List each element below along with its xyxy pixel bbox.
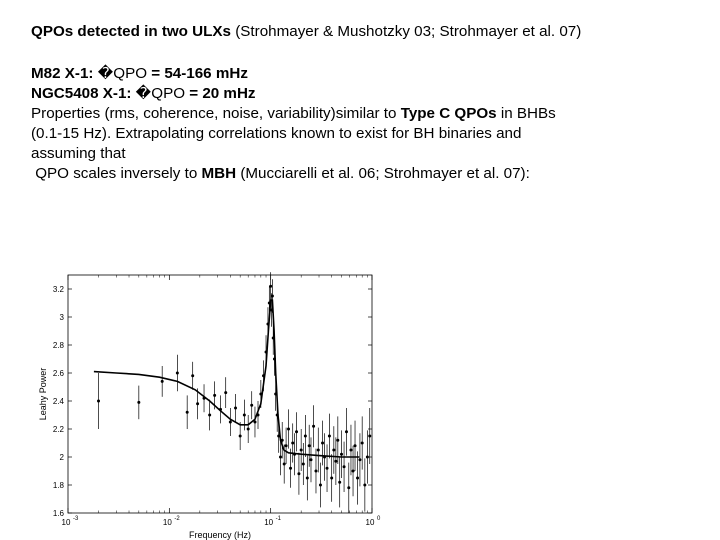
data-point: [366, 456, 369, 459]
x-tick-label: 10: [61, 518, 71, 527]
data-point: [208, 414, 211, 417]
y-tick-label: 3: [59, 313, 64, 322]
data-point: [330, 477, 333, 480]
x-tick-label: 10: [162, 518, 172, 527]
data-point: [361, 442, 364, 445]
power-spectrum-chart: [36, 255, 406, 540]
data-point: [243, 414, 246, 417]
data-point: [224, 391, 227, 394]
x-tick-exponent: -1: [275, 516, 282, 522]
heading-bold: QPOs detected in two ULXs: [31, 23, 232, 40]
y-tick-label: 1.8: [52, 481, 64, 490]
ngc-label: NGC5408 X-1:: [31, 85, 136, 102]
nu-glyph: �: [135, 85, 152, 102]
data-point: [326, 467, 329, 470]
data-point: [279, 456, 282, 459]
data-point: [295, 430, 298, 433]
data-point: [340, 453, 343, 456]
data-points: [97, 285, 371, 490]
data-point: [191, 374, 194, 377]
data-point: [306, 477, 309, 480]
model-curve-group: [94, 300, 359, 457]
data-point: [309, 458, 312, 461]
data-point: [137, 401, 140, 404]
qpo-label: QPO: [151, 85, 186, 102]
assuming-line: assuming that: [31, 145, 126, 162]
data-point: [196, 402, 199, 405]
type-c-qpos: Type C QPOs: [400, 105, 497, 122]
freq-range-line: (0.1-15 Hz). Extrapolating correlations known to exist for BH binaries and: [31, 125, 522, 142]
data-point: [269, 285, 272, 288]
data-point: [287, 428, 290, 431]
m82-label: M82 X-1:: [31, 65, 98, 82]
qpo-label: QPO: [113, 65, 148, 82]
data-point: [247, 428, 250, 431]
data-point: [356, 477, 359, 480]
y-tick-label: 2.6: [52, 369, 64, 378]
data-point: [312, 425, 315, 428]
data-point: [97, 400, 100, 403]
y-tick-label: 2.4: [52, 397, 64, 406]
error-bars: [99, 272, 370, 513]
x-tick-exponent: 0: [377, 516, 381, 522]
heading-citation: (Strohmayer & Mushotzky 03; Strohmayer et al. 07): [231, 23, 582, 40]
x-tick-exponent: -3: [73, 516, 79, 522]
data-point: [328, 435, 331, 438]
properties-tail: in BHBs: [496, 105, 556, 122]
data-point: [354, 444, 357, 447]
data-point: [186, 411, 189, 414]
data-point: [338, 481, 341, 484]
data-point: [250, 404, 253, 407]
data-point: [283, 463, 286, 466]
ngc-value: = 20 mHz: [185, 85, 256, 102]
data-point: [332, 449, 335, 452]
model-curve: [94, 300, 359, 457]
scaling-text: QPO scales inversely to: [31, 165, 202, 182]
scaling-citation: (Mucciarelli et al. 06; Strohmayer et al. 07):: [236, 165, 530, 182]
data-point: [321, 442, 324, 445]
data-point: [176, 372, 179, 375]
x-tick-exponent: -2: [174, 516, 180, 522]
data-point: [308, 444, 311, 447]
y-tick-label: 2.8: [52, 341, 64, 350]
data-point: [363, 484, 366, 487]
y-tick-label: 1.6: [52, 509, 64, 518]
data-point: [317, 449, 320, 452]
data-point: [229, 421, 232, 424]
data-point: [289, 467, 292, 470]
data-point: [285, 444, 288, 447]
m82-value: = 54-166 mHz: [147, 65, 248, 82]
y-tick-label: 2: [59, 453, 64, 462]
data-point: [161, 380, 164, 383]
scaling-line: [31, 164, 711, 184]
data-point: [314, 470, 317, 473]
data-point: [345, 430, 348, 433]
data-point: [239, 435, 242, 438]
data-point: [271, 295, 274, 298]
plot-frame: [68, 275, 372, 513]
data-point: [334, 460, 337, 463]
data-point: [336, 439, 339, 442]
data-point: [234, 407, 237, 410]
y-axis-label: Leahy Power: [38, 367, 48, 421]
data-point: [297, 472, 300, 475]
data-point: [358, 458, 361, 461]
m82-line: [31, 64, 711, 84]
data-point: [291, 442, 294, 445]
data-point: [300, 449, 303, 452]
x-axis-label: Frequency (Hz): [188, 530, 252, 540]
mbh-term: MBH: [201, 165, 237, 182]
data-point: [368, 435, 371, 438]
data-point: [304, 435, 307, 438]
x-tick-label: 10: [264, 518, 274, 527]
slide-text: [31, 22, 711, 184]
data-point: [349, 449, 352, 452]
y-tick-label: 2.2: [52, 425, 64, 434]
properties-line: [31, 104, 711, 124]
data-point: [347, 486, 350, 489]
data-point: [302, 463, 305, 466]
ngc-line: [31, 84, 711, 104]
data-point: [343, 465, 346, 468]
plot-axes-box: [68, 275, 372, 513]
nu-glyph: �: [97, 65, 114, 82]
data-point: [352, 470, 355, 473]
y-tick-label: 3.2: [52, 285, 64, 294]
data-point: [213, 394, 216, 397]
heading: [31, 22, 711, 42]
data-point: [319, 484, 322, 487]
properties-text: Properties (rms, coherence, noise, variability)similar to: [31, 105, 401, 122]
x-tick-label: 10: [365, 518, 375, 527]
